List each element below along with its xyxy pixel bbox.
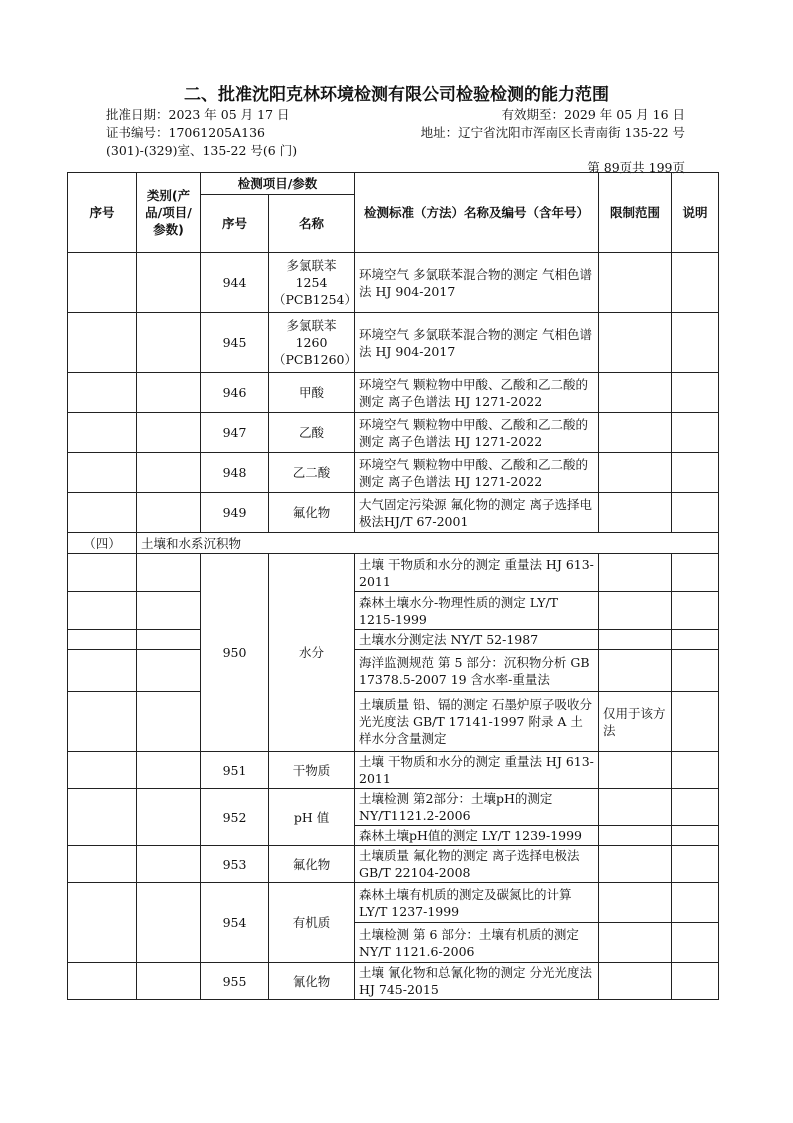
table-row [68, 883, 719, 923]
standard-text: 土壤 干物质和水分的测定 重量法 HJ 613-2011 [355, 752, 599, 789]
item-number: 949 [201, 493, 269, 533]
item-name: 干物质 [269, 752, 355, 789]
approval-date: 批准日期：2023 年 05 月 17 日 [106, 107, 290, 122]
table-row [68, 592, 719, 630]
item-name: 多氯联苯1254（PCB1254） [269, 253, 355, 313]
item-name: 氰化物 [269, 963, 355, 1000]
item-number: 944 [201, 253, 269, 313]
item-number: 952 [201, 789, 269, 846]
standard-text: 森林土壤水分-物理性质的测定 LY/T 1215-1999 [355, 592, 599, 630]
item-name: 甲酸 [269, 373, 355, 413]
standard-text: 土壤 氰化物和总氰化物的测定 分光光度法 HJ 745-2015 [355, 963, 599, 1000]
standard-text: 森林土壤pH值的测定 LY/T 1239-1999 [355, 826, 599, 846]
item-name: 多氯联苯1260（PCB1260） [269, 313, 355, 373]
table-row [68, 493, 719, 533]
standard-text: 环境空气 多氯联苯混合物的测定 气相色谱法 HJ 904-2017 [355, 253, 599, 313]
standard-text: 土壤质量 氟化物的测定 离子选择电极法 GB/T 22104-2008 [355, 846, 599, 883]
table-row [68, 789, 719, 826]
table-row [68, 554, 719, 592]
standard-text: 土壤检测 第 6 部分：土壤有机质的测定 NY/T 1121.6-2006 [355, 923, 599, 963]
standard-text: 环境空气 颗粒物中甲酸、乙酸和乙二酸的测定 离子色谱法 HJ 1271-2022 [355, 413, 599, 453]
standard-text: 土壤水分测定法 NY/T 52-1987 [355, 630, 599, 650]
section-number: （四） [68, 533, 137, 554]
standard-text: 海洋监测规范 第 5 部分：沉积物分析 GB 17378.5-2007 19 含水率-重量法 [355, 650, 599, 692]
item-name: 氟化物 [269, 493, 355, 533]
header-note: 说明 [672, 173, 719, 253]
standard-text: 土壤检测 第2部分：土壤pH的测定 NY/T1121.2-2006 [355, 789, 599, 826]
header-item-group: 检测项目/参数 [201, 173, 355, 195]
table-row [68, 453, 719, 493]
limit-text: 仅用于该方法 [599, 692, 672, 752]
page-number: 第 89页共 199页 [587, 160, 685, 175]
table-row [68, 963, 719, 1000]
standard-text: 环境空气 颗粒物中甲酸、乙酸和乙二酸的测定 离子色谱法 HJ 1271-2022 [355, 453, 599, 493]
item-number: 955 [201, 963, 269, 1000]
table-row [68, 692, 719, 752]
standard-text: 环境空气 颗粒物中甲酸、乙酸和乙二酸的测定 离子色谱法 HJ 1271-2022 [355, 373, 599, 413]
item-number: 947 [201, 413, 269, 453]
header-seq: 序号 [68, 173, 137, 253]
item-number: 950 [201, 554, 269, 752]
item-name: 氟化物 [269, 846, 355, 883]
header-standard: 检测标准（方法）名称及编号（含年号） [355, 173, 599, 253]
table-row [68, 846, 719, 883]
table-row [68, 650, 719, 692]
item-name: 有机质 [269, 883, 355, 963]
item-number: 948 [201, 453, 269, 493]
capability-table [67, 172, 719, 1000]
standard-text: 环境空气 多氯联苯混合物的测定 气相色谱法 HJ 904-2017 [355, 313, 599, 373]
page-title: 二、批准沈阳克林环境检测有限公司检验检测的能力范围 [184, 85, 609, 105]
item-number: 945 [201, 313, 269, 373]
standard-text: 大气固定污染源 氟化物的测定 离子选择电极法HJ/T 67-2001 [355, 493, 599, 533]
standard-text: 土壤质量 铅、镉的测定 石墨炉原子吸收分光光度法 GB/T 17141-1997 附录 A 土样水分含量测定 [355, 692, 599, 752]
table-row [68, 630, 719, 650]
table-row [68, 752, 719, 789]
standard-text: 土壤 干物质和水分的测定 重量法 HJ 613-2011 [355, 554, 599, 592]
address: 地址：辽宁省沈阳市浑南区长青南街 135-22 号 [420, 125, 685, 140]
valid-until: 有效期至：2029 年 05 月 16 日 [501, 107, 685, 122]
item-number: 951 [201, 752, 269, 789]
header-limit: 限制范围 [599, 173, 672, 253]
item-name: 水分 [269, 554, 355, 752]
item-number: 946 [201, 373, 269, 413]
item-number: 954 [201, 883, 269, 963]
table-row [68, 313, 719, 373]
standard-text: 森林土壤有机质的测定及碳氮比的计算 LY/T 1237-1999 [355, 883, 599, 923]
header-item-name: 名称 [269, 195, 355, 253]
table-row [68, 373, 719, 413]
header-item-seq: 序号 [201, 195, 269, 253]
item-name: pH 值 [269, 789, 355, 846]
item-name: 乙酸 [269, 413, 355, 453]
table-row [68, 413, 719, 453]
section-row [68, 533, 719, 554]
table-row [68, 253, 719, 313]
item-name: 乙二酸 [269, 453, 355, 493]
section-name: 土壤和水系沉积物 [137, 533, 719, 554]
header-category: 类别(产品/项目/参数) [137, 173, 201, 253]
item-number: 953 [201, 846, 269, 883]
address-continued: (301)-(329)室、135-22 号(6 门) [106, 143, 298, 158]
certificate-number: 证书编号：17061205A136 [106, 125, 266, 140]
